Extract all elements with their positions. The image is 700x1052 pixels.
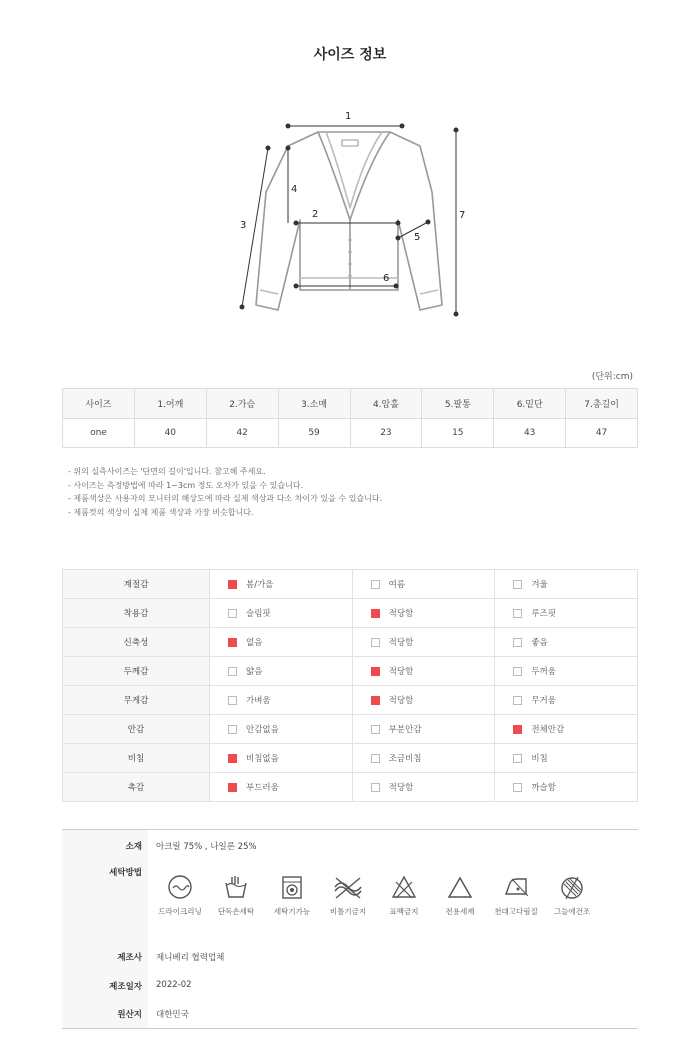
size-cell: 40 bbox=[134, 419, 206, 448]
size-header-cell: 2.가슴 bbox=[206, 389, 278, 419]
info-label-column bbox=[62, 830, 148, 1028]
size-cell: 23 bbox=[350, 419, 422, 448]
size-cell: 59 bbox=[278, 419, 350, 448]
option-label: 가벼움 bbox=[246, 696, 271, 706]
size-header-cell: 1.어깨 bbox=[134, 389, 206, 419]
cardigan-outline bbox=[256, 132, 442, 310]
unchecked-box-icon bbox=[371, 783, 380, 792]
option-label: 전체안감 bbox=[531, 725, 565, 735]
option-label: 적당함 bbox=[388, 783, 414, 793]
care-icons bbox=[156, 874, 596, 924]
checked-box-icon bbox=[228, 580, 237, 589]
size-header-cell: 6.밑단 bbox=[494, 389, 566, 419]
attribute-option bbox=[495, 686, 638, 715]
table-row bbox=[63, 715, 638, 744]
neutral-detergent-icon: 전용세제 bbox=[430, 874, 490, 917]
no-bleach-icon: 표백금지 bbox=[374, 874, 434, 917]
attribute-label: 무게감 bbox=[63, 686, 210, 715]
measure-label-7: 7 bbox=[459, 210, 466, 221]
size-diagram bbox=[230, 100, 480, 330]
option-label: 겨울 bbox=[531, 580, 548, 590]
attribute-label: 두께감 bbox=[63, 657, 210, 686]
measure-label-3: 3 bbox=[240, 220, 247, 231]
unchecked-box-icon bbox=[513, 783, 522, 792]
hand-wash-icon: 단독손세탁 bbox=[206, 874, 266, 917]
date-value: 2022-02 bbox=[156, 980, 192, 990]
checked-box-icon bbox=[228, 638, 237, 647]
unchecked-box-icon bbox=[371, 725, 380, 734]
attribute-label: 착용감 bbox=[63, 599, 210, 628]
attribute-option bbox=[352, 628, 495, 657]
option-label: 봄/가을 bbox=[246, 580, 274, 590]
unit-note: (단위:cm) bbox=[591, 372, 633, 382]
attribute-option bbox=[495, 628, 638, 657]
note-line: - 위의 실측사이즈는 '단면의 길이'입니다. 참고해 주세요. bbox=[68, 467, 266, 476]
size-cell: one bbox=[63, 419, 135, 448]
checked-box-icon bbox=[371, 696, 380, 705]
attribute-option bbox=[210, 715, 353, 744]
attribute-option bbox=[210, 628, 353, 657]
attribute-label: 비침 bbox=[63, 744, 210, 773]
attribute-option bbox=[210, 744, 353, 773]
unchecked-box-icon bbox=[371, 754, 380, 763]
shade-dry-icon: 그늘에건조 bbox=[542, 874, 602, 917]
note-line: - 제품컷의 색상이 실제 제품 색상과 가장 비슷합니다. bbox=[68, 507, 254, 517]
material-label: 소재 bbox=[125, 842, 142, 852]
maker-label: 제조사 bbox=[117, 953, 142, 963]
size-cell: 42 bbox=[206, 419, 278, 448]
washing-machine-icon: 세탁기가능 bbox=[262, 874, 322, 917]
measure-label-5: 5 bbox=[414, 232, 421, 243]
attribute-option bbox=[352, 657, 495, 686]
unchecked-box-icon bbox=[513, 609, 522, 618]
attribute-label: 신축성 bbox=[63, 628, 210, 657]
checked-box-icon bbox=[513, 725, 522, 734]
size-header-cell: 7.총길이 bbox=[566, 389, 638, 419]
unchecked-box-icon bbox=[513, 580, 522, 589]
material-row bbox=[62, 840, 638, 854]
size-notes bbox=[68, 465, 382, 519]
attribute-option bbox=[210, 599, 353, 628]
unchecked-box-icon bbox=[371, 638, 380, 647]
attribute-option bbox=[352, 715, 495, 744]
checked-box-icon bbox=[371, 667, 380, 676]
origin-value: 대한민국 bbox=[156, 1010, 189, 1020]
measure-label-2: 2 bbox=[312, 209, 319, 220]
origin-row bbox=[62, 1008, 638, 1022]
measure-lines bbox=[240, 124, 458, 316]
measure-label-4: 4 bbox=[291, 184, 298, 195]
size-table-header bbox=[63, 389, 638, 419]
attribute-label: 촉감 bbox=[63, 773, 210, 802]
table-row bbox=[63, 599, 638, 628]
unchecked-box-icon bbox=[228, 696, 237, 705]
maker-value: 제니베리 협력업체 bbox=[156, 953, 225, 963]
unchecked-box-icon bbox=[228, 609, 237, 618]
option-label: 비침 bbox=[531, 754, 548, 764]
size-header-cell: 사이즈 bbox=[63, 389, 135, 419]
iron-low-icon: 천대고다림질 bbox=[486, 874, 546, 917]
attribute-option bbox=[210, 657, 353, 686]
attribute-option bbox=[210, 686, 353, 715]
measure-label-1: 1 bbox=[345, 111, 352, 122]
unchecked-box-icon bbox=[371, 580, 380, 589]
option-label: 얇음 bbox=[246, 667, 263, 677]
option-label: 조금비침 bbox=[388, 754, 422, 764]
checked-box-icon bbox=[228, 754, 237, 763]
size-header-cell: 5.팔통 bbox=[422, 389, 494, 419]
attribute-option bbox=[495, 599, 638, 628]
option-label: 적당함 bbox=[388, 609, 414, 619]
option-label: 여름 bbox=[388, 580, 406, 590]
note-line: - 제품색상은 사용자의 모니터의 해상도에 따라 실제 색상과 다소 차이가 있을 수 있습니다. bbox=[68, 494, 383, 503]
option-label: 비침없음 bbox=[246, 754, 279, 764]
attribute-option bbox=[495, 773, 638, 802]
attribute-option bbox=[495, 570, 638, 599]
note-line: - 사이즈는 측정방법에 따라 1~3cm 정도 오차가 있을 수 있습니다. bbox=[68, 480, 304, 490]
attribute-label: 안감 bbox=[63, 715, 210, 744]
checked-box-icon bbox=[228, 783, 237, 792]
measure-label-6: 6 bbox=[383, 273, 390, 284]
size-cell: 15 bbox=[422, 419, 494, 448]
option-label: 루즈핏 bbox=[531, 609, 556, 619]
attribute-option bbox=[495, 657, 638, 686]
attribute-option bbox=[495, 715, 638, 744]
table-row bbox=[63, 419, 638, 448]
unchecked-box-icon bbox=[513, 696, 522, 705]
no-wring-icon: 비틀기금지 bbox=[318, 874, 378, 917]
product-info bbox=[62, 829, 638, 1029]
checked-box-icon bbox=[371, 609, 380, 618]
table-row bbox=[63, 570, 638, 599]
attribute-option bbox=[210, 773, 353, 802]
option-label: 적당함 bbox=[388, 667, 414, 677]
table-row bbox=[63, 744, 638, 773]
option-label: 좋음 bbox=[531, 638, 548, 648]
table-row bbox=[63, 657, 638, 686]
size-table bbox=[62, 388, 638, 448]
size-header-cell: 3.소매 bbox=[278, 389, 350, 419]
attribute-option bbox=[352, 744, 495, 773]
unchecked-box-icon bbox=[513, 667, 522, 676]
attribute-option bbox=[352, 570, 495, 599]
option-label: 까슬함 bbox=[531, 783, 556, 793]
date-row bbox=[62, 980, 638, 994]
option-label: 적당함 bbox=[388, 696, 414, 706]
attribute-option bbox=[352, 686, 495, 715]
attribute-option bbox=[352, 599, 495, 628]
care-label: 세탁방법 bbox=[109, 868, 142, 878]
option-label: 무거움 bbox=[531, 696, 556, 706]
maker-row bbox=[62, 951, 638, 965]
attribute-option bbox=[352, 773, 495, 802]
date-label: 제조일자 bbox=[109, 982, 142, 992]
attribute-table bbox=[62, 569, 638, 802]
page-title: 사이즈 정보 bbox=[313, 47, 387, 63]
material-value: 아크릴 75% , 나일론 25% bbox=[156, 842, 257, 852]
table-row bbox=[63, 686, 638, 715]
size-header-cell: 4.암홀 bbox=[350, 389, 422, 419]
option-label: 없음 bbox=[246, 638, 263, 648]
unchecked-box-icon bbox=[228, 667, 237, 676]
option-label: 부분안감 bbox=[388, 725, 422, 735]
attribute-label: 계절감 bbox=[63, 570, 210, 599]
option-label: 안감없음 bbox=[246, 725, 279, 735]
dry-clean-icon: 드라이크리닝 bbox=[150, 874, 210, 917]
table-row bbox=[63, 628, 638, 657]
option-label: 적당함 bbox=[388, 638, 414, 648]
size-cell: 47 bbox=[566, 419, 638, 448]
origin-label: 원산지 bbox=[117, 1010, 142, 1020]
unchecked-box-icon bbox=[228, 725, 237, 734]
unchecked-box-icon bbox=[513, 638, 522, 647]
option-label: 두꺼움 bbox=[531, 667, 556, 677]
option-label: 슬림핏 bbox=[246, 609, 271, 619]
size-cell: 43 bbox=[494, 419, 566, 448]
option-label: 부드러움 bbox=[246, 783, 279, 793]
table-row bbox=[63, 773, 638, 802]
attribute-option bbox=[495, 744, 638, 773]
attribute-option bbox=[210, 570, 353, 599]
unchecked-box-icon bbox=[513, 754, 522, 763]
